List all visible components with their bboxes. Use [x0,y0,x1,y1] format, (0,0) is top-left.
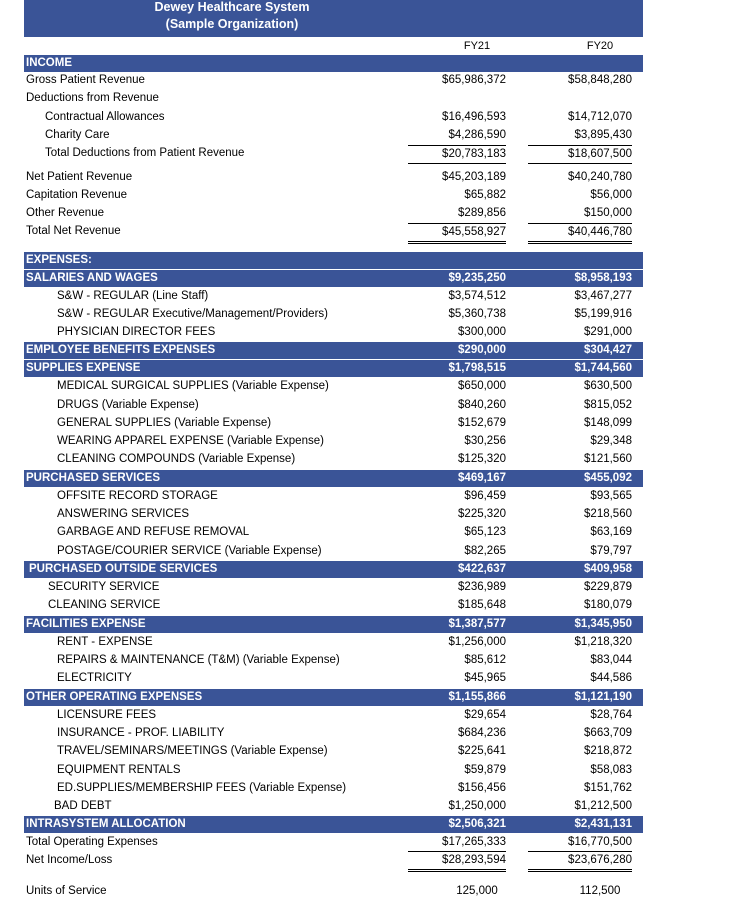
table-row: ANSWERING SERVICES $225,320 $218,560 [57,508,632,520]
category-row-supplies: SUPPLIES EXPENSE $1,798,515 $1,744,560 [24,360,643,377]
table-row: WEARING APPAREL EXPENSE (Variable Expense) $30,256 $29,348 [57,435,632,447]
table-row: MEDICAL SURGICAL SUPPLIES (Variable Expense) $650,000 $630,500 [57,380,632,392]
category-row-purchased-services: PURCHASED SERVICES $469,167 $455,092 [24,470,643,487]
table-row: SECURITY SERVICE $236,989 $229,879 [48,581,632,593]
org-name: Dewey Healthcare System [154,0,310,14]
table-row: TRAVEL/SEMINARS/MEETINGS (Variable Expense) $225,641 $218,872 [57,745,632,757]
table-row: INSURANCE - PROF. LIABILITY $684,236 $663,709 [57,727,632,739]
table-row: EQUIPMENT RENTALS $59,879 $58,083 [57,764,632,776]
table-row: REPAIRS & MAINTENANCE (T&M) (Variable Expense) $85,612 $83,044 [57,654,632,666]
category-row-benefits: EMPLOYEE BENEFITS EXPENSES $290,000 $304,427 [24,342,643,359]
column-header-fy20: FY20 [586,40,614,52]
table-row: LICENSURE FEES $29,654 $28,764 [57,709,632,721]
category-row-outside-services: PURCHASED OUTSIDE SERVICES $422,637 $409,958 [24,561,643,578]
table-row: Total Net Revenue $45,558,927 $40,446,780 [24,223,643,240]
section-header-expenses: EXPENSES: [24,252,643,269]
table-row: Units of Service 125,000 112,500 [26,885,621,897]
table-row: Gross Patient Revenue $65,986,372 $58,848,280 [26,74,632,86]
table-row: Other Revenue $289,856 $150,000 [26,207,632,219]
table-row: CLEANING COMPOUNDS (Variable Expense) $125,320 $121,560 [57,453,632,465]
table-row: BAD DEBT $1,250,000 $1,212,500 [54,800,632,812]
table-row: Contractual Allowances $16,496,593 $14,712,070 [45,111,632,123]
table-row: GARBAGE AND REFUSE REMOVAL $65,123 $63,169 [57,526,632,538]
category-row-salaries: SALARIES AND WAGES $9,235,250 $8,958,193 [24,270,643,287]
category-row-intrasystem: INTRASYSTEM ALLOCATION $2,506,321 $2,431,131 [24,816,643,833]
org-subtitle: (Sample Organization) [165,17,299,31]
table-row: POSTAGE/COURIER SERVICE (Variable Expense) $82,265 $79,797 [57,545,632,557]
table-row: Charity Care $4,286,590 $3,895,430 [45,129,632,141]
category-row-facilities: FACILITIES EXPENSE $1,387,577 $1,345,950 [24,616,643,633]
table-row: GENERAL SUPPLIES (Variable Expense) $152,679 $148,099 [57,417,632,429]
category-row-other-operating: OTHER OPERATING EXPENSES $1,155,866 $1,121,190 [24,689,643,706]
table-row: Net Income/Loss $28,293,594 $23,676,280 [24,852,643,869]
statement-title-block [24,0,643,37]
table-row: ED.SUPPLIES/MEMBERSHIP FEES (Variable Expense) $156,456 $151,762 [57,782,632,794]
table-row: Total Deductions from Patient Revenue $20,783,183 $18,607,500 [24,145,643,162]
section-header-income: INCOME [24,55,643,72]
table-row: OFFSITE RECORD STORAGE $96,459 $93,565 [57,490,632,502]
table-row: ELECTRICITY $45,965 $44,586 [57,672,632,684]
table-row: DRUGS (Variable Expense) $840,260 $815,052 [57,399,632,411]
table-row: Total Operating Expenses $17,265,333 $16,770,500 [24,834,643,851]
table-row: S&W - REGULAR (Line Staff) $3,574,512 $3,467,277 [57,290,632,302]
table-row: Net Patient Revenue $45,203,189 $40,240,780 [26,171,632,183]
column-header-fy21: FY21 [463,40,491,52]
table-row: Deductions from Revenue [26,92,159,104]
table-row: RENT - EXPENSE $1,256,000 $1,218,320 [57,636,632,648]
table-row: CLEANING SERVICE $185,648 $180,079 [48,599,632,611]
table-row: PHYSICIAN DIRECTOR FEES $300,000 $291,000 [57,326,632,338]
table-row: Capitation Revenue $65,882 $56,000 [26,189,632,201]
table-row: S&W - REGULAR Executive/Management/Providers) $5,360,738 $5,199,916 [57,308,632,320]
